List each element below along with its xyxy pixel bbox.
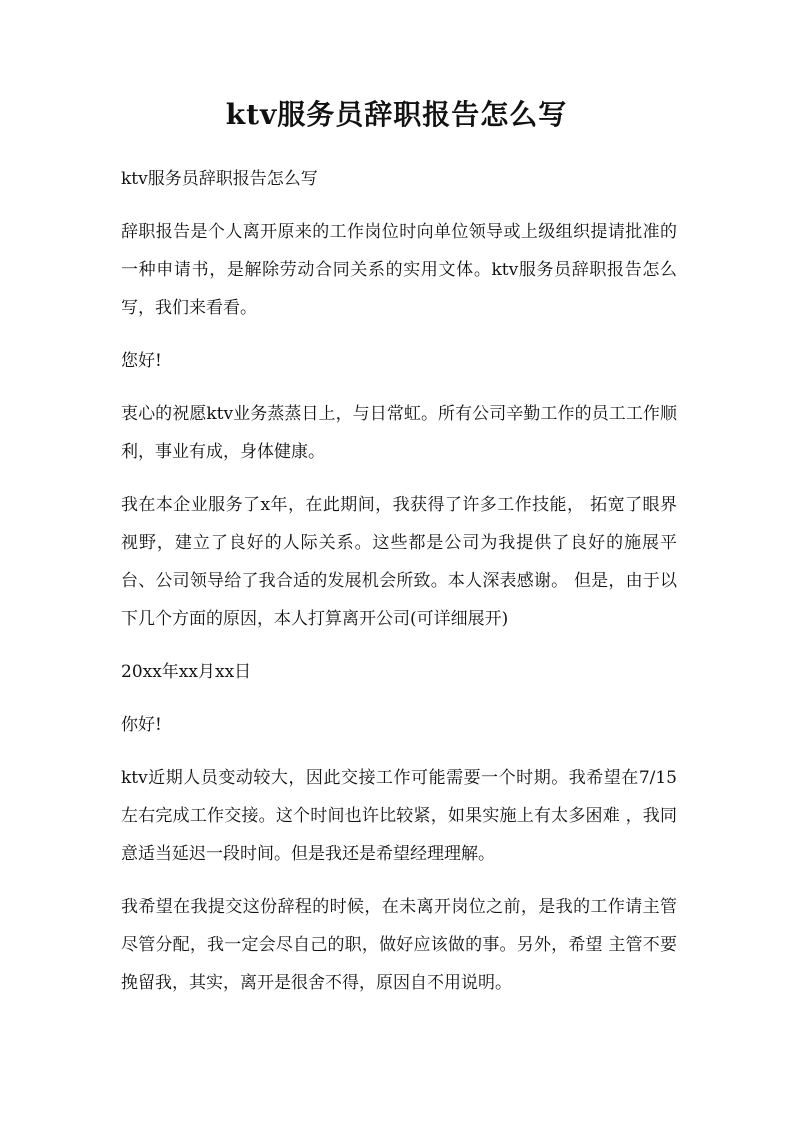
document-body [121,160,677,1017]
closing-paragraph: 我希望在我提交这份辞程的时候，在未离开岗位之前，是我的工作请主管尽管分配，我一定会尽自己的职，做好应该做的事。另外，希望 主管不要挽留我，其实，离开是很舍不得，原因自不用说明。 [121,897,677,993]
date-paragraph: 20xx年xx月xx日 [121,662,252,682]
subtitle-paragraph: ktv服务员辞职报告怎么写 [121,169,318,189]
handover-paragraph: ktv近期人员变动较大，因此交接工作可能需要一个时期。我希望在7/15左右完成工作交接。这个时间也许比较紧，如果实施上有太多困难 ，我同意适当延迟一段时间。但是我还是希望经理理解。 [121,768,677,864]
wishes-paragraph: 衷心的祝愿ktv业务蒸蒸日上，与日常虹。所有公司辛勤工作的员工工作顺利，事业有成，身体健康。 [121,404,677,462]
intro-paragraph: 辞职报告是个人离开原来的工作岗位时向单位领导或上级组织提请批准的一种申请书，是解除劳动合同关系的实用文体。ktv服务员辞职报告怎么写，我们来看看。 [121,222,677,318]
greeting-paragraph-2: 你好! [121,715,162,735]
greeting-paragraph: 您好! [121,351,162,371]
document-title: ktv服务员辞职报告怎么写 [225,98,568,131]
service-paragraph: 我在本企业服务了x年，在此期间，我获得了许多工作技能， 拓宽了眼界视野，建立了良好的人际关系。这些都是公司为我提供了良好的施展平台、公司领导给了我合适的发展机会所致。本人深表感谢。 但是，由于以下几个方面的原因，本人打算离开公司(可详细展开) [121,495,677,629]
